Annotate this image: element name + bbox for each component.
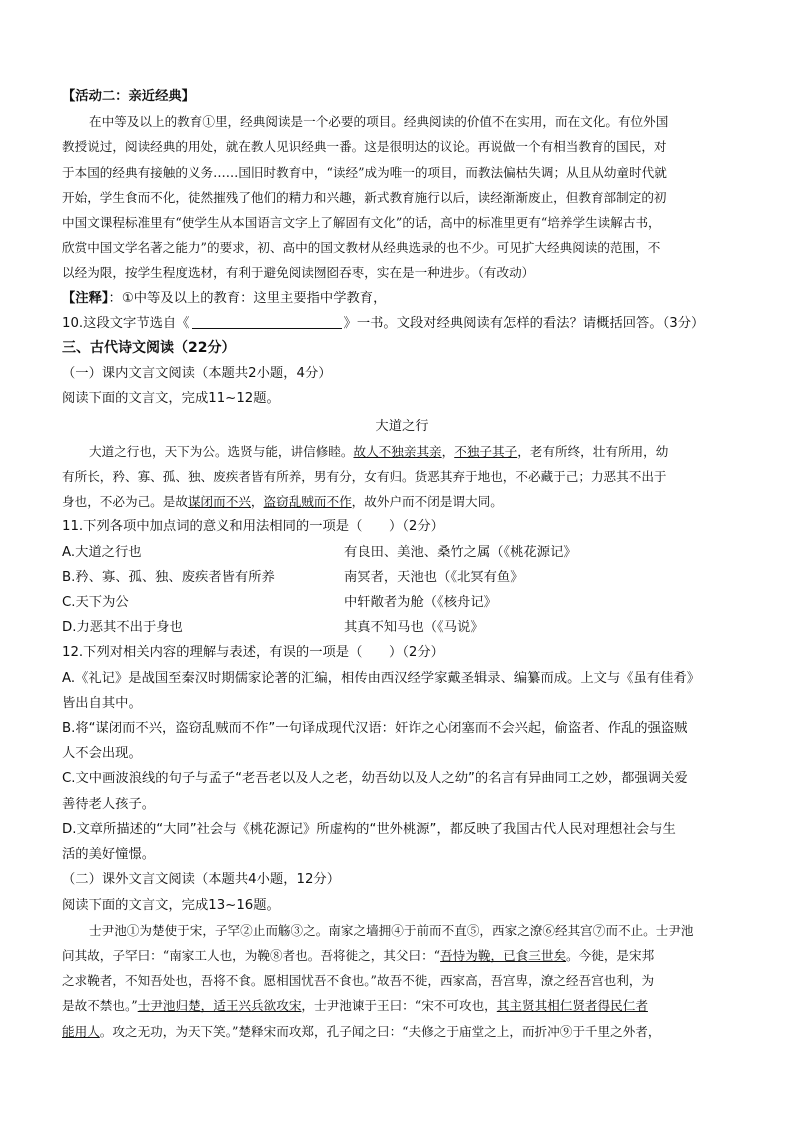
- q12-option-a[interactable]: A.《礼记》是战国至秦汉时期儒家论著的汇编，相传由西汉经学家戴圣辑录、编纂而成。上文与《虽有佳肴》: [62, 670, 701, 686]
- underlined-phrase: 谋闭而不兴: [187, 494, 251, 510]
- passage-line: 欣赏中国文学名著之能力”的要求，初、高中的国文教材从经典选录的也不少。可见扩大经典阅读的范围，不: [62, 240, 661, 256]
- passage-line: 于本国的经典有接触的义务……国旧时教育中，“读经”成为唯一的项目，而教法偏枯失调；从且从幼童时代就: [62, 164, 667, 180]
- passage-line: 中国文课程标准里有“使学生从本国语言文字上了解固有文化”的话，高中的标准里更有“培养学生读解古书，: [62, 215, 661, 231]
- footnote-label: 【注释】: [62, 290, 109, 306]
- passage-line: 以经为限，按学生程度选材，有利于避免阅读囫囵吞枣，实在是一种进步。（有改动）: [62, 265, 535, 281]
- footnote-text: ：①中等及以上的教育：这里主要指中学教育，: [108, 290, 387, 306]
- activity-heading: 【活动二：亲近经典】: [62, 89, 195, 104]
- underlined-phrase: 其主贤其相仁贤者得民仁者: [496, 998, 648, 1014]
- q12-option-c-cont: 善待老人孩子。: [62, 796, 156, 812]
- exam-page: [62, 84, 742, 1044]
- q11-option-a[interactable]: A.大道之行也 有良田、美池、桑竹之属（《桃花源记》: [62, 544, 577, 560]
- passage-line: 能用人。攻之无功，为天下笑。”楚释宋而攻郑，孔子闻之曰：“夫修之于庙堂之上，而折冲⑨于千里之外者，: [62, 1023, 661, 1039]
- passage-line: 之求鞔者，不知吾处也，吾将不食。愿相国忧吾不食也。”故吾不徙，西家高，吾宫卑，潦之经吾宫也利，为: [62, 973, 655, 989]
- passage-line: 在中等及以上的教育①里，经典阅读是一个必要的项目。经典阅读的价值不在实用，而在文化。有位外国: [89, 114, 669, 130]
- shiyinchi-passage: [62, 918, 742, 1044]
- answer-blank[interactable]: [192, 314, 342, 329]
- q11-option-c[interactable]: C.天下为公 中轩敞者为舱（《核舟记》: [62, 595, 497, 611]
- passage-line: 大道之行也，天下为公。选贤与能，讲信修睦。故人不独亲其亲，不独子其子，老有所终，壮有所用，幼: [89, 443, 669, 459]
- part-heading: （二）课外文言文阅读（本题共4小题，12分）: [62, 872, 341, 888]
- q11-option-b[interactable]: B.矜、寡、孤、独、废疾者皆有所养 南冥者，天池也（《北冥有鱼》: [62, 569, 524, 585]
- part-instruction: 阅读下面的文言文，完成13~16题。: [62, 897, 280, 913]
- q10-suffix: 》一书。文段对经典阅读有怎样的看法？请概括回答。（3分）: [343, 315, 705, 331]
- q12-option-c[interactable]: C.文中画波浪线的句子与孟子“老吾老以及人之老，幼吾幼以及人之幼”的名言有异曲同工之妙，都强调关爱: [62, 771, 688, 787]
- passage-line: 是故不禁也。”士尹池归楚，适王兴兵欲攻宋，士尹池谏于王曰：“宋不可攻也，其主贤其相仁贤者得民仁者: [62, 998, 648, 1014]
- q12-option-d[interactable]: D.文章所描述的“大同”社会与《桃花源记》所虚构的“世外桃源”，都反映了我国古代人民对理想社会与生: [62, 821, 676, 837]
- passage-line: 开始，学生食而不化，徒然摧残了他们的精力和兴趣，新式教育施行以后，读经渐渐废止，但教育部制定的初: [62, 189, 667, 205]
- classics-passage: [62, 109, 742, 285]
- question-11-stem: 11.下列各项中加点词的意义和用法相同的一项是（ ）（2分）: [62, 519, 444, 535]
- q12-option-d-cont: 活的美好憧憬。: [62, 847, 156, 863]
- passage-line: 士尹池①为楚使于宋，子罕②止而觞③之。南家之墙拥④于前而不直⑤，西家之潦⑥经其宫⑦而不止。士尹池: [89, 922, 694, 938]
- underlined-phrase: 盗窃乱贼而不作: [263, 494, 352, 510]
- part-instruction: 阅读下面的文言文，完成11~12题。: [62, 391, 280, 407]
- section-heading: 三、古代诗文阅读（22分）: [62, 340, 236, 357]
- question-12-stem: 12.下列对相关内容的理解与表述，有误的一项是（ ）（2分）: [62, 645, 444, 661]
- q10-prefix: 10.这段文字节选自《: [62, 315, 190, 331]
- underlined-phrase: 吾恃为鞔，已食三世矣: [440, 947, 567, 963]
- passage-line: 有所长，矜、寡、孤、独、废疾者皆有所养，男有分，女有归。货恶其弃于地也，不必藏于己；力恶其不出于: [62, 469, 667, 485]
- q12-option-a-cont: 皆出自其中。: [62, 695, 142, 711]
- q11-option-d[interactable]: D.力恶其不出于身也 其真不知马也（《马说》: [62, 620, 484, 636]
- passage-title: 大道之行: [375, 418, 429, 434]
- underlined-phrase: 故人不独亲其亲: [353, 443, 442, 459]
- q12-option-b-cont: 人不会出现。: [62, 746, 142, 762]
- underlined-phrase: 士尹池归楚，适王兴兵欲攻宋: [137, 998, 302, 1014]
- passage-line: 问其故，子罕曰：“南家工人也，为鞔⑧者也。吾将徙之，其父曰：“吾恃为鞔，已食三世矣。今徙，是宋邦: [62, 947, 655, 963]
- underlined-phrase: 不独子其子: [454, 443, 518, 459]
- footnote: [62, 286, 742, 311]
- question-10: [62, 311, 742, 336]
- q12-option-b[interactable]: B.将“谋闭而不兴，盗窃乱贼而不作”一句译成现代汉语：奸诈之心闭塞而不会兴起，偷盗者、作乱的强盗贼: [62, 721, 688, 737]
- passage-line: 教授说过，阅读经典的用处，就在教人见识经典一番。这是很明达的议论。再说做一个有相当教育的国民，对: [62, 139, 667, 155]
- underlined-phrase: 能用人: [62, 1023, 100, 1039]
- part-heading: （一）课内文言文阅读（本题共2小题，4分）: [62, 366, 332, 382]
- dadao-passage: [62, 439, 742, 515]
- passage-line: 身也，不必为己。是故谋闭而不兴，盗窃乱贼而不作，故外户而不闭是谓大同。: [62, 494, 503, 510]
